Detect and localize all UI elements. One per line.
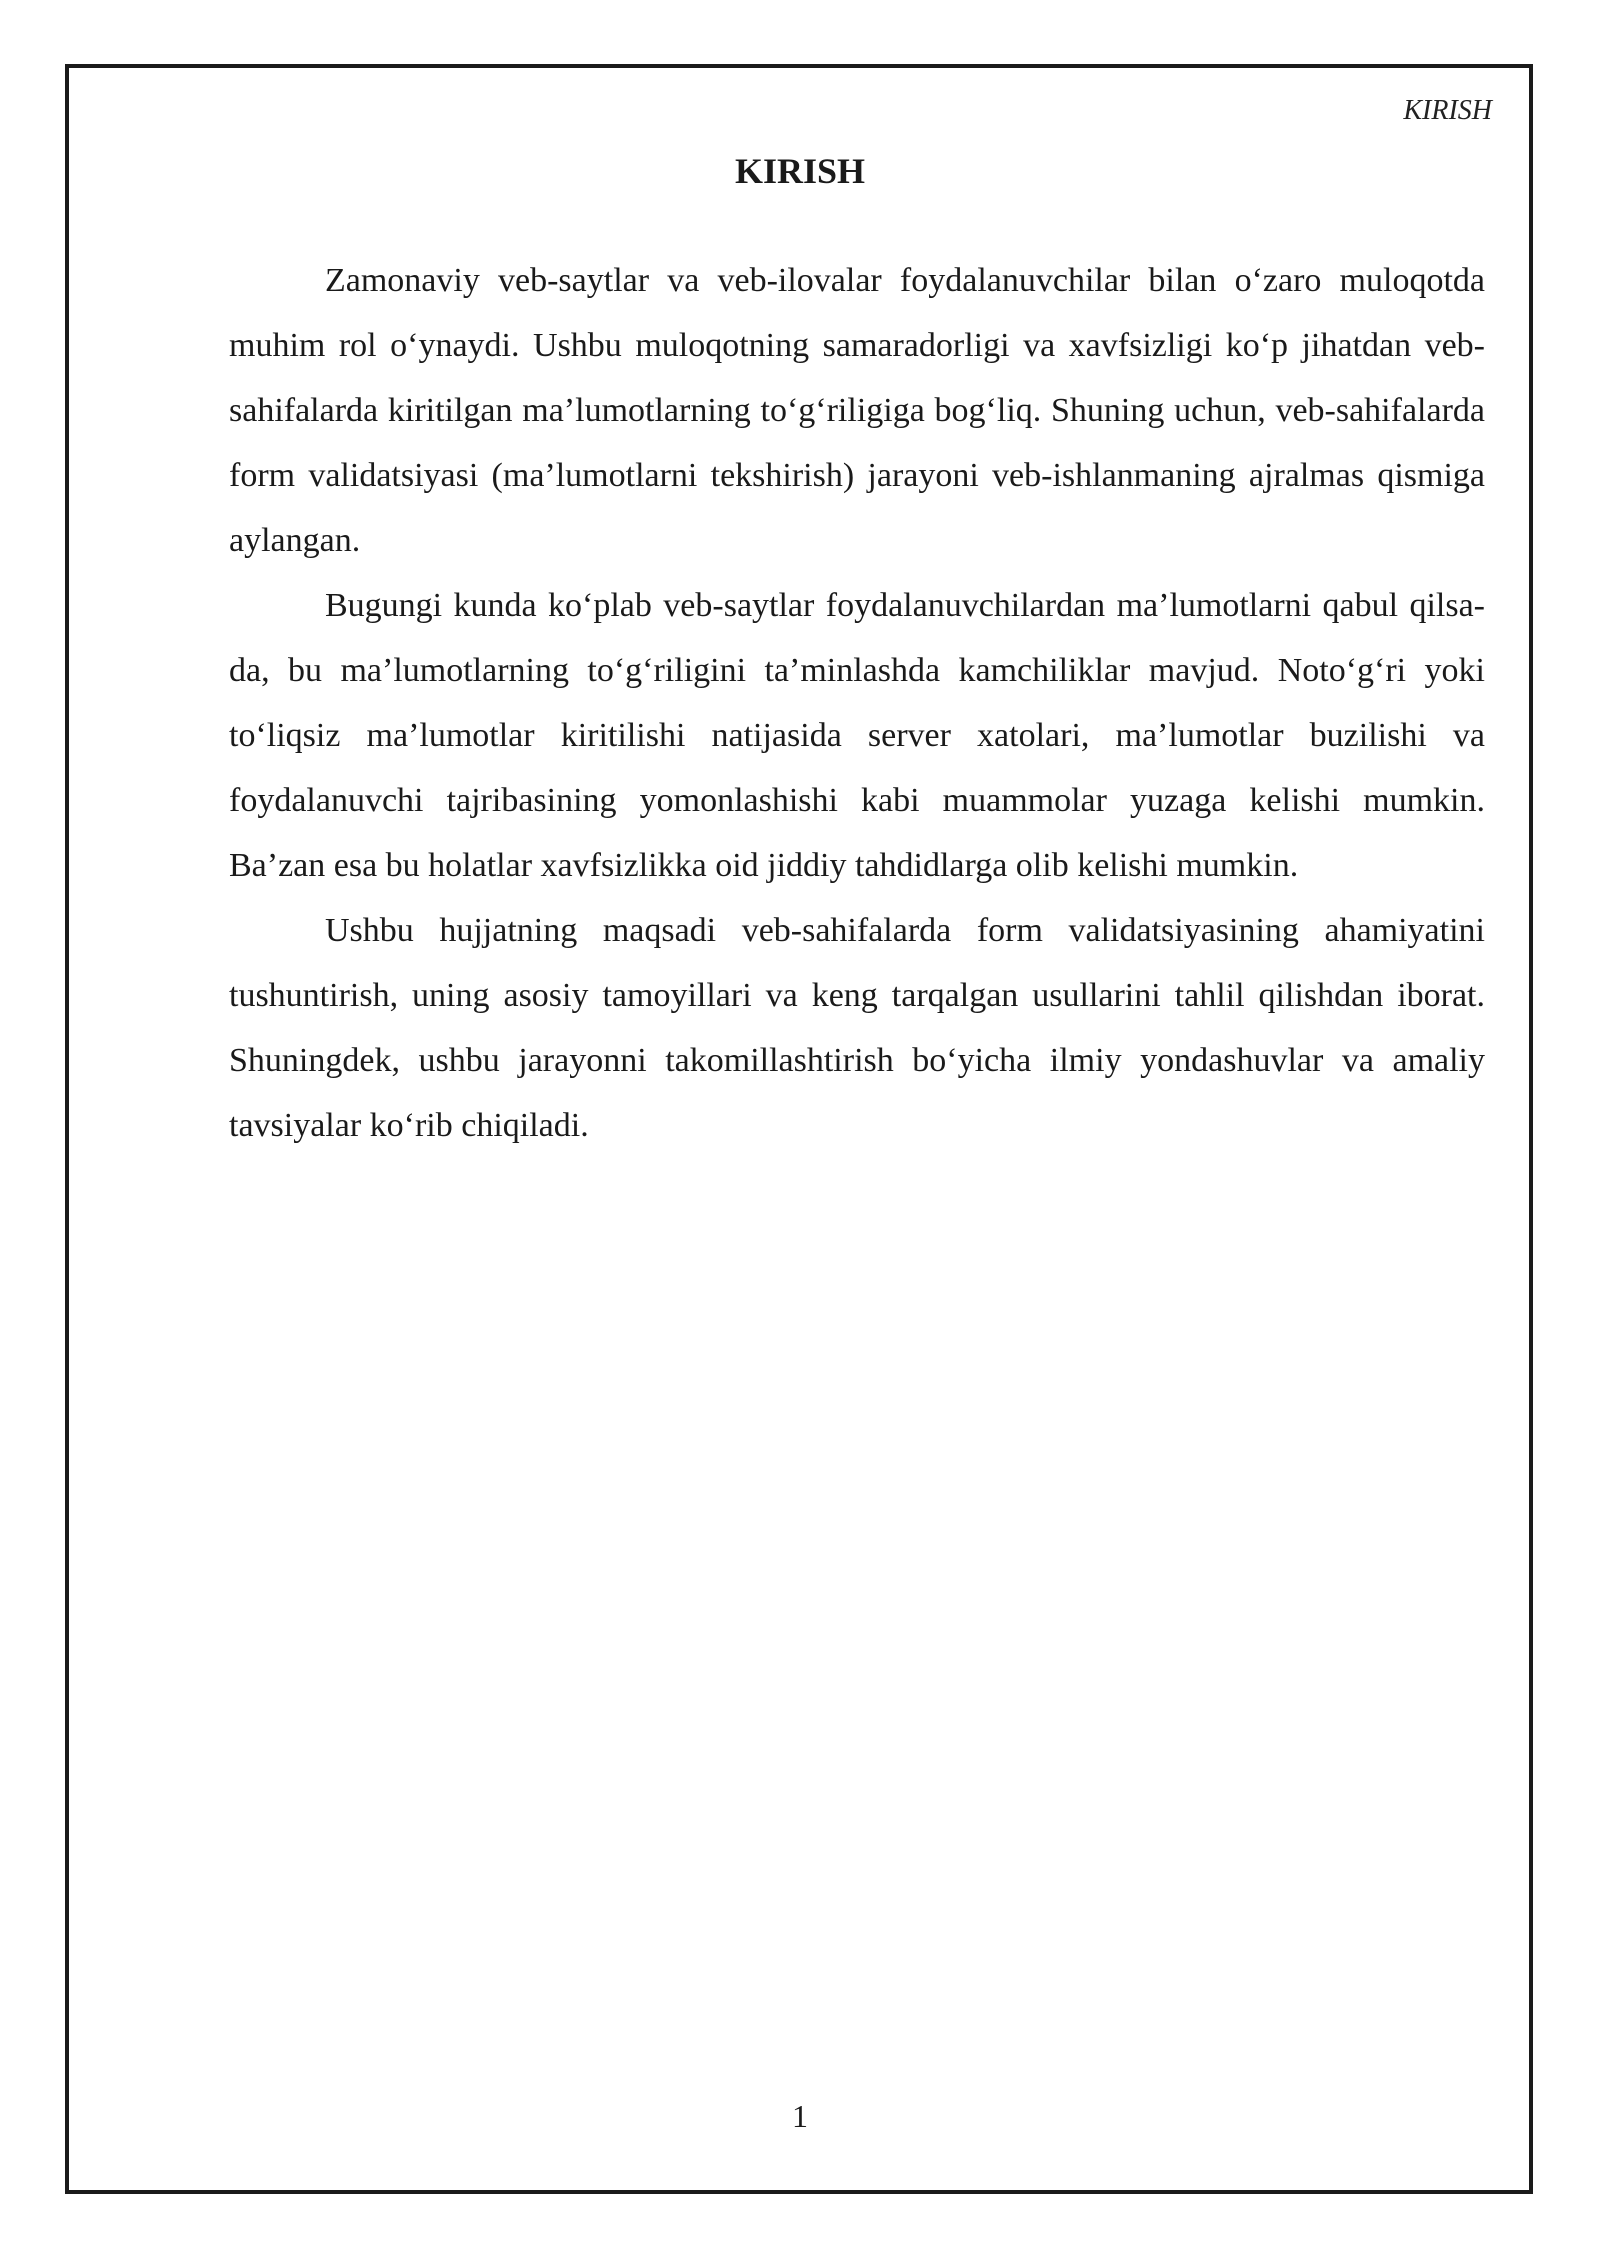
page-number: 1 <box>792 2098 808 2134</box>
running-header: KIRISH <box>1403 95 1492 126</box>
page-title: KIRISH <box>734 151 866 191</box>
paragraph-3: Ushbu hujjatning maqsadi veb-sahifalarda form validatsiyasining ahamiyatini tushuntirish, uning asosiy tamoyillari va keng tarqalgan usullarini tahlil qilishdan iborat. Shuningdek, ushbu jarayonni takomillashtirish bo‘yicha ilmiy yondashuvlar va amaliy tavsiyalar ko‘rib chiqiladi. <box>229 912 1485 1144</box>
paragraph-1: Zamonaviy veb-saytlar va veb-ilovalar foydalanuvchilar bilan o‘zaro muloqotda muhim rol o‘ynaydi. Ushbu muloqotning samaradorligi va xavfsizligi ko‘p jihatdan veb-sahifalarda kiritilgan ma’lumotlarning to‘g‘riligiga bog‘liq. Shuning uchun, veb-sahifalarda form validatsiyasi (ma’lumotlarni tekshirish) jarayoni veb-ishlanmaning ajralmas qismiga aylangan. <box>229 262 1485 559</box>
body-text <box>229 248 1485 1158</box>
paragraph-2: Bugungi kunda ko‘plab veb-saytlar foydalanuvchilardan ma’lumotlarni qabul qilsa-da, bu ma’lumotlarning to‘g‘riligini ta’minlashda kamchiliklar mavjud. Noto‘g‘ri yoki to‘liqsiz ma’lumotlar kiritilishi natijasida server xatolari, ma’lumotlar buzilishi va foydalanuvchi tajribasining yomonlashishi kabi muammolar yuzaga kelishi mumkin. Ba’zan esa bu holatlar xavfsizlikka oid jiddiy tahdidlarga olib kelishi mumkin. <box>229 587 1485 884</box>
